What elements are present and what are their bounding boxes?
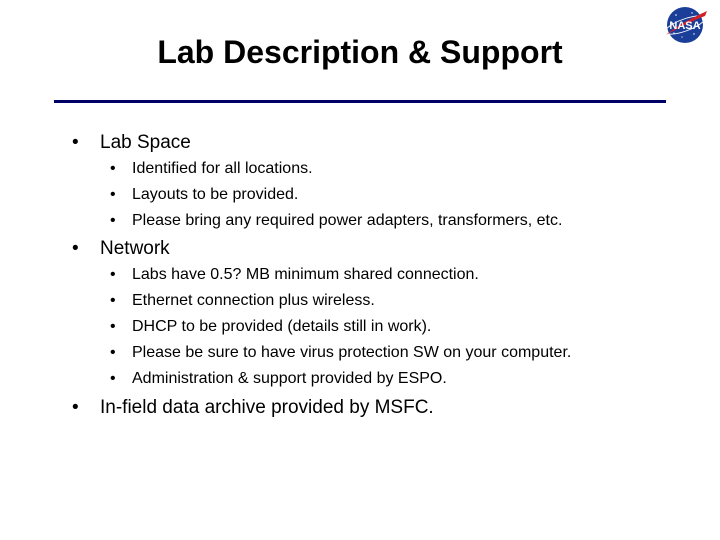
svg-text:NASA: NASA <box>669 20 701 32</box>
section-label: Network <box>100 238 170 259</box>
bullet-icon: • <box>110 292 116 309</box>
bullet-icon: • <box>110 344 116 361</box>
bullet-icon: • <box>110 160 116 177</box>
section-label: In-field data archive provided by MSFC. <box>100 397 434 418</box>
bullet-icon: • <box>72 238 79 259</box>
bullet-icon: • <box>110 266 116 283</box>
bullet-icon: • <box>110 370 116 387</box>
item-text: DHCP to be provided (details still in work). <box>132 318 432 335</box>
item-text: Identified for all locations. <box>132 160 313 177</box>
bullet-icon: • <box>72 132 79 153</box>
bullet-icon: • <box>110 186 116 203</box>
bullet-icon: • <box>110 212 116 229</box>
bullet-icon: • <box>110 318 116 335</box>
item-text: Please bring any required power adapters, transformers, etc. <box>132 212 563 229</box>
item-text: Layouts to be provided. <box>132 186 299 203</box>
item-text: Ethernet connection plus wireless. <box>132 292 375 309</box>
item-text: Please be sure to have virus protection SW on your computer. <box>132 344 572 361</box>
title-underline <box>54 100 666 103</box>
item-text: Administration & support provided by ESPO. <box>132 370 447 387</box>
section-label: Lab Space <box>100 132 191 153</box>
slide-title: Lab Description & Support <box>157 34 563 70</box>
nasa-logo-icon <box>660 3 710 47</box>
item-text: Labs have 0.5? MB minimum shared connection. <box>132 266 479 283</box>
bullet-icon: • <box>72 397 79 418</box>
